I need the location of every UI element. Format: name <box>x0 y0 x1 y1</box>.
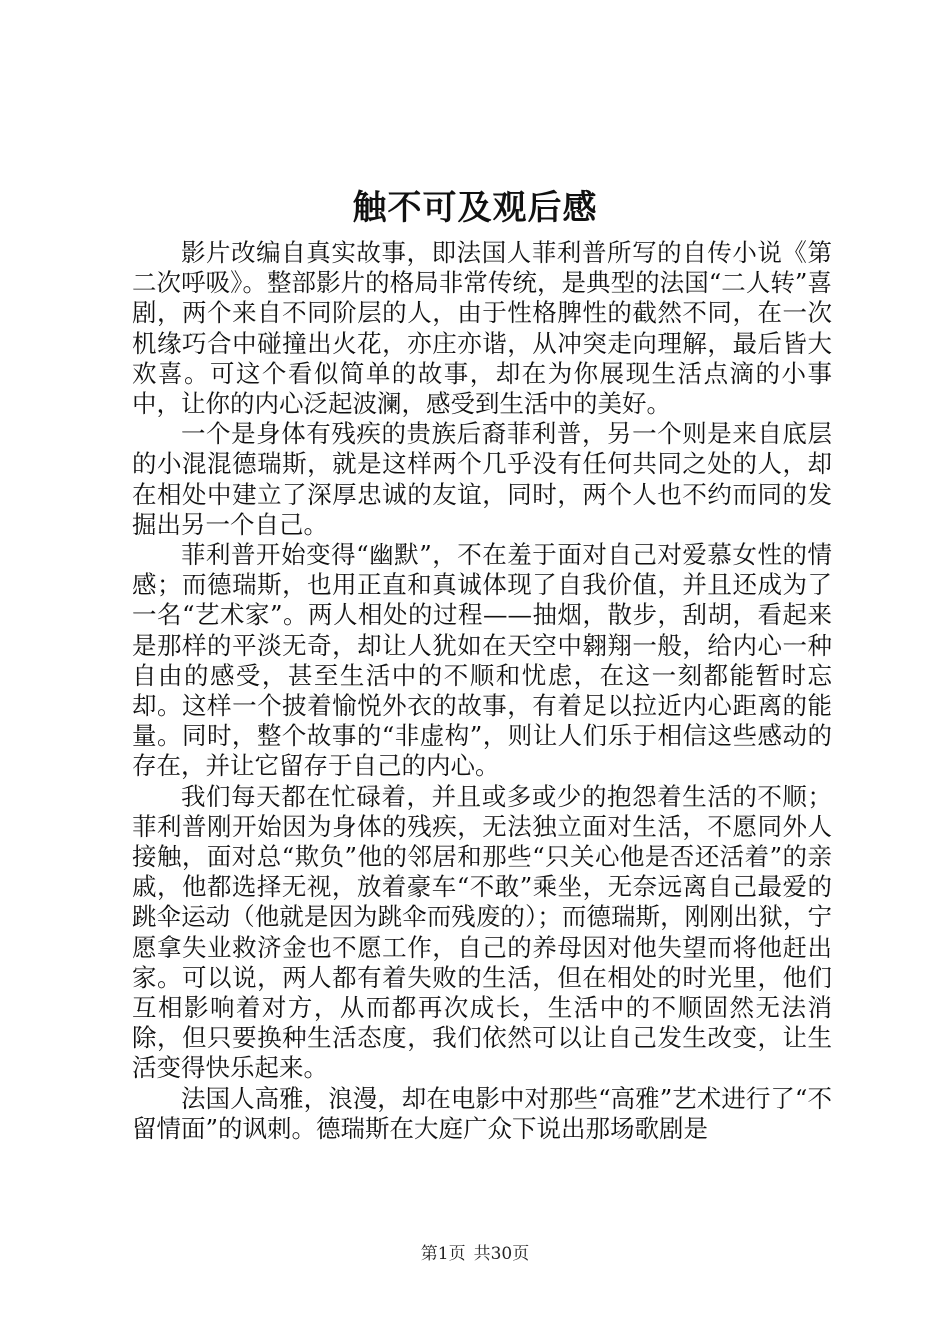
paragraph: 一个是身体有残疾的贵族后裔菲利普，另一个则是来自底层的小混混德瑞斯，就是这样两个几乎没有任何共同之处的人，却在相处中建立了深厚忠诚的友谊，同时，两个人也不约而同的发掘出另一个自己。 <box>132 419 832 539</box>
paragraph: 法国人高雅，浪漫，却在电影中对那些“高雅”艺术进行了“不留情面”的讽刺。德瑞斯在大庭广众下说出那场歌剧是 <box>132 1083 832 1143</box>
article-body <box>132 238 832 1144</box>
paragraph: 菲利普开始变得“幽默”，不在羞于面对自己对爱慕女性的情感；而德瑞斯，也用正直和真诚体现了自我价值，并且还成为了一名“艺术家”。两人相处的过程——抽烟，散步，刮胡，看起来是那样的平淡无奇，却让人犹如在天空中翱翔一般，给内心一种自由的感受，甚至生活中的不顺和忧虑，在这一刻都能暂时忘却。这样一个披着愉悦外衣的故事，有着足以拉近内心距离的能量。同时，整个故事的“非虚构”，则让人们乐于相信这些感动的存在，并让它留存于自己的内心。 <box>132 540 832 781</box>
page-title: 触不可及观后感 <box>352 188 598 228</box>
total-pages: 共30页 <box>473 1244 530 1264</box>
paragraph: 我们每天都在忙碌着，并且或多或少的抱怨着生活的不顺；菲利普刚开始因为身体的残疾，无法独立面对生活，不愿同外人接触，面对总“欺负”他的邻居和那些“只关心他是否还活着”的亲戚，他都选择无视，放着豪车“不敢”乘坐，无奈远离自己最爱的跳伞运动（他就是因为跳伞而残废的）；而德瑞斯，刚刚出狱，宁愿拿失业救济金也不愿工作，自己的养母因对他失望而将他赶出家。可以说，两人都有着失败的生活，但在相处的时光里，他们互相影响着对方，从而都再次成长，生活中的不顺固然无法消除，但只要换种生活态度，我们依然可以让自己发生改变，让生活变得快乐起来。 <box>132 781 832 1083</box>
paragraph: 影片改编自真实故事，即法国人菲利普所写的自传小说《第二次呼吸》。整部影片的格局非常传统，是典型的法国“二人转”喜剧，两个来自不同阶层的人，由于性格脾性的截然不同，在一次机缘巧合中碰撞出火花，亦庄亦谐，从冲突走向理解，最后皆大欢喜。可这个看似简单的故事，却在为你展现生活点滴的小事中，让你的内心泛起波澜，感受到生活中的美好。 <box>132 238 832 419</box>
page-number: 第1页 <box>420 1244 466 1264</box>
page-footer <box>0 1242 950 1266</box>
